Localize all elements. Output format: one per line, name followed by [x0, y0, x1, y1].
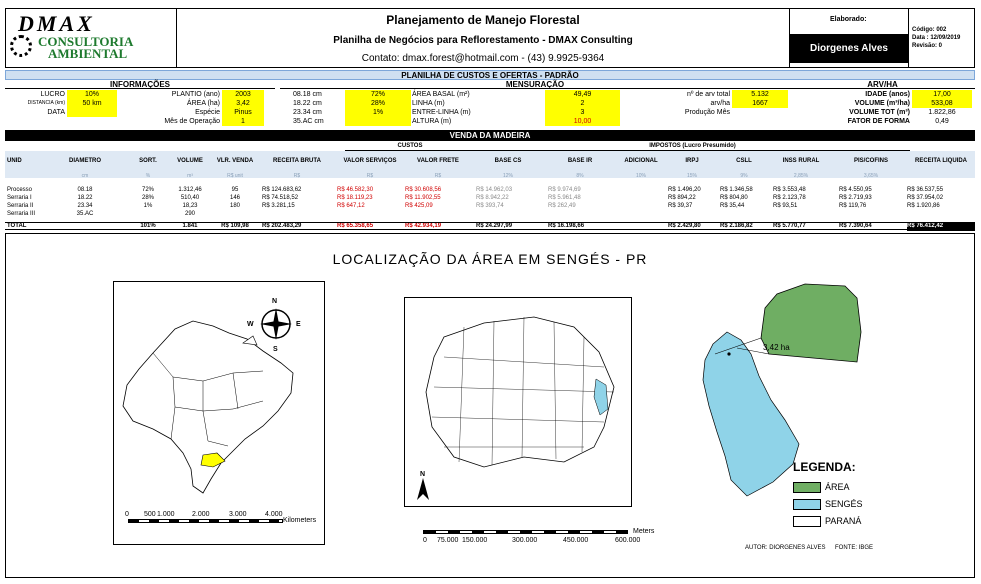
info-value[interactable]: 10% — [67, 90, 117, 99]
table-cell: Processo — [7, 187, 33, 193]
column-header: PIS/COFINS — [853, 158, 888, 164]
table-cell: R$ 1.920,86 — [907, 203, 940, 209]
scale2-label: 450.000 — [563, 537, 589, 544]
mens-cm: 23.34 cm — [293, 109, 322, 116]
table-cell: Serraria II — [7, 203, 34, 209]
parana-map — [404, 297, 632, 507]
table-cell: R$ 46.582,30 — [337, 187, 374, 193]
legend-label: PARANÁ — [825, 516, 862, 526]
info-label: DATA — [47, 109, 65, 116]
logo-gear-icon — [10, 35, 32, 57]
column-header: VOLUME — [177, 158, 203, 164]
column-unit: 9% — [740, 173, 748, 179]
column-header: VLR. VENDA — [216, 158, 254, 164]
table-cell: R$ 647,12 — [337, 203, 365, 209]
table-cell: R$ 74.518,52 — [262, 195, 299, 201]
mens-pct[interactable]: 1% — [345, 108, 411, 117]
page-title: Planejamento de Manejo Florestal — [386, 13, 580, 27]
mens-right-label: nº de arv total — [686, 91, 730, 98]
column-unit: % — [145, 173, 151, 179]
arv-label: FATOR DE FORMA — [847, 118, 910, 125]
table-cell: R$ 894,22 — [668, 195, 696, 201]
table-cell: 180 — [229, 203, 240, 209]
table-cell: R$ 30.608,56 — [405, 187, 442, 193]
column-unit: cm — [81, 173, 89, 179]
info-label: PLANTIO (ano) — [171, 91, 220, 98]
legend-label: ÁREA — [825, 482, 850, 492]
section-mens: MENSURAÇÃO — [280, 80, 790, 89]
table-cell: R$ 14.962,03 — [476, 187, 513, 193]
contact: Contato: dmax.forest@hotmail.com - (43) 9.9925-9364 — [361, 53, 605, 64]
arv-label: IDADE (anos) — [865, 91, 910, 98]
column-unit: 2,85% — [793, 173, 809, 179]
column-header: BASE CS — [494, 158, 522, 164]
total-cell: 101% — [140, 223, 156, 229]
mens-pct[interactable] — [345, 117, 411, 126]
custos-label: CUSTOS — [345, 142, 475, 151]
table-cell: R$ 124.683,62 — [262, 187, 302, 193]
scale2-label: 150.000 — [462, 537, 488, 544]
mens-value[interactable]: 49,49 — [545, 90, 620, 99]
codigo: Código: 002 — [912, 27, 947, 33]
map-title: LOCALIZAÇÃO DA ÁREA EM SENGÉS - PR — [332, 251, 648, 267]
table-cell: R$ 18.119,23 — [337, 195, 373, 201]
table-cell: R$ 39,37 — [668, 203, 693, 209]
total-cell: R$ 24.297,99 — [476, 223, 513, 229]
table-cell: R$ 425,09 — [405, 203, 433, 209]
table-cell: 28% — [141, 195, 154, 201]
table-cell: 146 — [229, 195, 240, 201]
column-unit: 8% — [576, 173, 584, 179]
column-header: UNID — [7, 158, 22, 164]
area-label: 3,42 ha — [763, 343, 790, 352]
table-cell: R$ 2.123,78 — [773, 195, 806, 201]
arv-value: 1.822,86 — [928, 109, 956, 116]
column-header: RECEITA LIQUIDA — [915, 158, 967, 164]
table-cell: R$ 804,80 — [720, 195, 748, 201]
impostos-label: IMPOSTOS (Lucro Presumido) — [475, 142, 910, 151]
column-unit: R$ unit — [227, 173, 243, 179]
total-line — [5, 229, 975, 230]
scale2-label: 0 — [423, 537, 427, 544]
total-cell: R$ 76.412,42 — [907, 222, 975, 231]
legend-swatch-parana — [793, 516, 821, 527]
table-cell: 290 — [184, 211, 195, 217]
column-unit: m³ — [187, 173, 193, 179]
header-center — [176, 8, 790, 68]
scale1-label: 1.000 — [157, 511, 175, 518]
total-cell: R$ 2.186,82 — [720, 223, 753, 229]
compass-w: W — [247, 321, 254, 328]
logo-brand: DMAX — [18, 11, 95, 36]
mens-value[interactable]: 3 — [545, 108, 620, 117]
author-box — [790, 34, 908, 63]
column-unit: 15% — [686, 173, 697, 179]
scale1-label: 0 — [125, 511, 129, 518]
table-cell: R$ 1.346,58 — [720, 187, 753, 193]
elaborado-label: Elaborado: — [830, 16, 867, 23]
mens-pct[interactable]: 28% — [345, 99, 411, 108]
info-label: Espécie — [195, 109, 220, 116]
table-cell: 18.22 — [77, 195, 93, 201]
scale2-unit: Meters — [633, 528, 655, 535]
column-header: ADICIONAL — [624, 158, 658, 164]
info-value[interactable]: 1 — [222, 117, 264, 126]
column-header: INSS RURAL — [782, 158, 820, 164]
column-header: BASE IR — [567, 158, 593, 164]
table-cell: R$ 1.496,20 — [668, 187, 701, 193]
table-cell: 35.AC — [76, 211, 94, 217]
info-label: ÁREA (ha) — [186, 100, 220, 107]
mens-label: ENTRE-LINHA (m) — [412, 109, 471, 116]
table-cell: R$ 3.281,15 — [262, 203, 295, 209]
column-header: IRPJ — [685, 158, 699, 164]
info-label: Mês de Operação — [164, 118, 220, 125]
arv-value: 0,49 — [935, 118, 949, 125]
total-cell: R$ 65.358,65 — [337, 223, 374, 229]
mens-cm: 08.18 cm — [293, 91, 322, 98]
info-value[interactable]: 2003 — [222, 90, 264, 99]
table-cell: R$ 93,51 — [773, 203, 798, 209]
mens-right-label: Produção Mês — [684, 109, 730, 116]
column-unit: 10% — [635, 173, 646, 179]
section-info: INFORMAÇÕES — [5, 80, 275, 89]
table-cell: 72% — [141, 187, 154, 193]
total-cell: R$ 109,98 — [221, 223, 249, 229]
legend-label: SENGÉS — [825, 499, 863, 509]
section-arv: ARV/HA — [790, 80, 975, 89]
legend-swatch-senges — [793, 499, 821, 510]
sheet-title: PLANILHA DE CUSTOS E OFERTAS - PADRÃO — [5, 70, 975, 80]
table-cell: 510,40 — [180, 195, 200, 201]
table-cell: 1% — [143, 203, 153, 209]
arv-label: VOLUME TOT (m³) — [849, 109, 910, 116]
table-cell: 23.34 — [77, 203, 93, 209]
mens-label: ALTURA (m) — [412, 118, 452, 125]
total-cell: R$ 202.483,29 — [262, 223, 302, 229]
table-cell: R$ 37.954,02 — [907, 195, 944, 201]
logo-sub2: AMBIENTAL — [48, 46, 128, 61]
info-value[interactable]: 50 km — [67, 99, 117, 108]
column-unit: R$ — [434, 173, 442, 179]
total-cell: TOTAL — [7, 223, 27, 229]
scale1-label: 500 — [144, 511, 156, 518]
table-cell: Serraria III — [7, 211, 36, 217]
scale1-bar — [128, 519, 283, 523]
mens-right-value[interactable]: 5.132 — [732, 90, 788, 99]
scale2-bar — [423, 530, 628, 534]
total-cell: R$ 7.390,64 — [839, 223, 872, 229]
arv-value[interactable]: 533,08 — [912, 99, 972, 108]
revisao: Revisão: 0 — [912, 43, 943, 49]
table-cell: R$ 4.550,95 — [839, 187, 872, 193]
mens-right-label: arv/ha — [710, 100, 730, 107]
column-unit: 12% — [502, 173, 513, 179]
doc-meta — [908, 8, 975, 68]
total-cell: R$ 2.429,80 — [668, 223, 701, 229]
data: Data : 12/09/2019 — [912, 35, 961, 41]
scale1-unit: Kilometers — [283, 517, 317, 524]
table-cell: R$ 3.553,48 — [773, 187, 806, 193]
table-cell: R$ 8.942,22 — [476, 195, 509, 201]
column-unit: R$ — [293, 173, 301, 179]
column-header: DIAMETRO — [69, 158, 101, 164]
column-unit: 3,65% — [863, 173, 879, 179]
mens-label: LINHA (m) — [412, 100, 445, 107]
scale2-label: 75.000 — [437, 537, 459, 544]
page-subtitle: Planilha de Negócios para Reflorestamento - DMAX Consulting — [333, 35, 633, 46]
table-cell: Serraria I — [7, 195, 32, 201]
compass-e: E — [296, 321, 301, 328]
legend-swatch-area — [793, 482, 821, 493]
column-unit: R$ — [366, 173, 374, 179]
north-label: N — [420, 471, 426, 478]
mens-cm: 35.AC cm — [293, 118, 324, 125]
total-cell: R$ 16.198,66 — [548, 223, 585, 229]
compass-s: S — [273, 346, 278, 353]
arv-label: VOLUME (m³/ha) — [854, 100, 910, 107]
table-cell: R$ 35,44 — [720, 203, 745, 209]
total-line — [5, 222, 975, 223]
mens-right-value[interactable]: 1667 — [732, 99, 788, 108]
mens-value[interactable]: 10,00 — [545, 117, 620, 126]
scale2-label: 600.000 — [615, 537, 641, 544]
mens-cm: 18.22 cm — [293, 100, 322, 107]
map-author: AUTOR: DIORGENES ALVES — [745, 545, 826, 551]
info-value[interactable]: 3,42 — [222, 99, 264, 108]
total-cell: R$ 5.770,77 — [773, 223, 806, 229]
info-value[interactable]: Pinus — [222, 108, 264, 117]
table-cell: R$ 9.974,69 — [548, 187, 581, 193]
info-value[interactable] — [67, 108, 117, 117]
map-source: FONTE: IBGE — [835, 545, 874, 551]
compass-rose-icon — [258, 306, 294, 342]
table-cell: R$ 2.719,93 — [839, 195, 872, 201]
table-cell: 08.18 — [77, 187, 93, 193]
table-cell: 1.312,46 — [178, 187, 202, 193]
scale1-label: 2.000 — [192, 511, 210, 518]
column-header: RECEITA BRUTA — [273, 158, 321, 164]
total-cell: 1.841 — [182, 223, 198, 229]
legend-title: LEGENDA: — [793, 460, 856, 474]
table-cell: R$ 11.902,55 — [405, 195, 441, 201]
mens-value[interactable]: 2 — [545, 99, 620, 108]
table-cell: R$ 5.961,48 — [548, 195, 581, 201]
column-header: VALOR SERVIÇOS — [343, 158, 397, 164]
total-cell: R$ 42.934,19 — [405, 223, 442, 229]
north-arrow-icon — [417, 478, 429, 500]
venda-title: VENDA DA MADEIRA — [5, 130, 975, 141]
logo — [8, 11, 176, 63]
table-cell: R$ 393,74 — [476, 203, 504, 209]
table-cell: R$ 36.537,55 — [907, 187, 944, 193]
table-cell: 18,23 — [182, 203, 198, 209]
compass-n: N — [272, 298, 278, 305]
column-header: CSLL — [736, 158, 752, 164]
scale2-label: 300.000 — [512, 537, 538, 544]
info-label: DISTANCIA (km) — [27, 100, 65, 106]
column-header: VALOR FRETE — [417, 158, 459, 164]
column-header: SORT. — [139, 158, 157, 164]
logo-sub1: CONSULTORIA — [38, 34, 134, 49]
mens-pct[interactable]: 72% — [345, 90, 411, 99]
scale1-label: 3.000 — [229, 511, 247, 518]
author-name: Diorgenes Alves — [810, 43, 888, 54]
table-cell: R$ 119,76 — [839, 203, 867, 209]
scale1-label: 4.000 — [265, 511, 283, 518]
table-cell: 95 — [231, 187, 239, 193]
mens-label: ÁREA BASAL (m²) — [412, 91, 470, 98]
arv-value[interactable]: 17,00 — [912, 90, 972, 99]
info-label: LUCRO — [40, 91, 65, 98]
table-cell: R$ 262,49 — [548, 203, 576, 209]
